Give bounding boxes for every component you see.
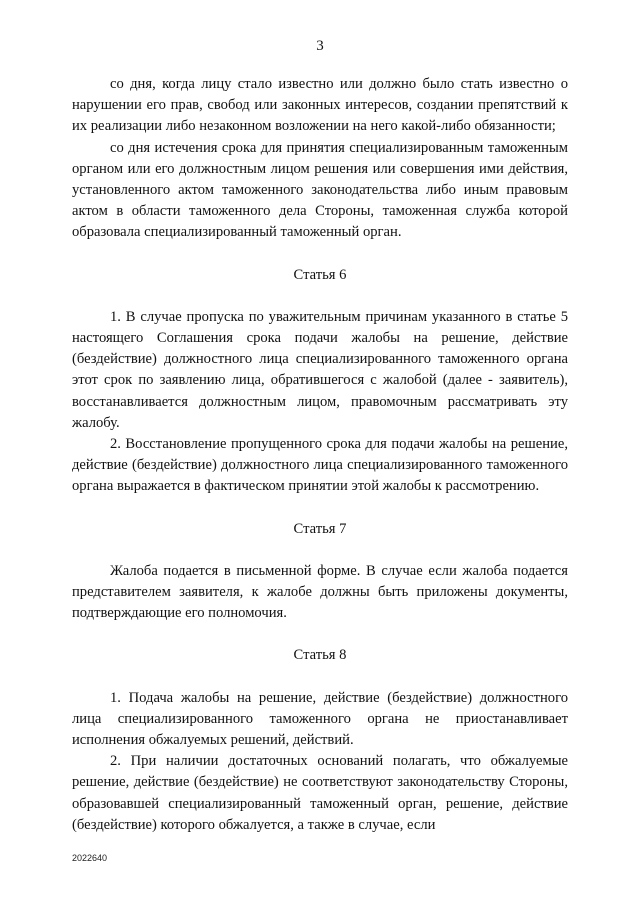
document-code: 2022640 xyxy=(72,853,108,863)
document-body xyxy=(72,74,568,836)
paragraph-intro-1: со дня, когда лицу стало известно или должно было стать известно о нарушении его прав, свобод или законных интересов, создании препятствий к их реализации либо незаконном возложении на него какой-либо обязанности; xyxy=(72,76,568,135)
article-8-paragraph-2: 2. При наличии достаточных оснований полагать, что обжалуемые решение, действие (бездействие) не соответствуют законодательству Стороны, образовавшей специализированный таможенный орган, решение, действие (бездействие) которого обжалуется, а также в случае, если xyxy=(72,753,568,833)
article-8-paragraph-1: 1. Подача жалобы на решение, действие (бездействие) должностного лица специализированного таможенного органа не приостанавливает исполнения обжалуемых решений, действий. xyxy=(72,689,568,749)
article-6-heading: Статья 6 xyxy=(293,266,347,283)
article-8-heading: Статья 8 xyxy=(293,647,347,664)
article-7-paragraph-1: Жалоба подается в письменной форме. В случае если жалоба подается представителем заявителя, к жалобе должны быть приложены документы, подтверждающие его полномочия. xyxy=(72,562,568,622)
article-7-heading: Статья 7 xyxy=(293,520,347,537)
article-6-paragraph-2: 2. Восстановление пропущенного срока для подачи жалобы на решение, действие (бездействие) должностного лица специализированного таможенного органа выражается в фактическом принятии этой жалобы к рассмотрению. xyxy=(72,436,568,495)
page-number: 3 xyxy=(316,38,324,54)
article-6-paragraph-1: 1. В случае пропуска по уважительным причинам указанного в статье 5 настоящего Соглашения срока подачи жалобы на решение, действие (бездействие) должностного лица специализированного таможенного органа этот срок по заявлению лица, обратившегося с жалобой (далее - заявитель), восстанавливается должностным лицом, правомочным рассматривать эту жалобу. xyxy=(72,308,568,431)
paragraph-intro-2: со дня истечения срока для принятия специализированным таможенным органом или его должностным лицом решения или совершения ими действия, установленного актом таможенного законодательства либо иным правовым актом в области таможенного дела Стороны, таможенная служба которой образовала специализированный таможенный орган. xyxy=(72,139,568,241)
